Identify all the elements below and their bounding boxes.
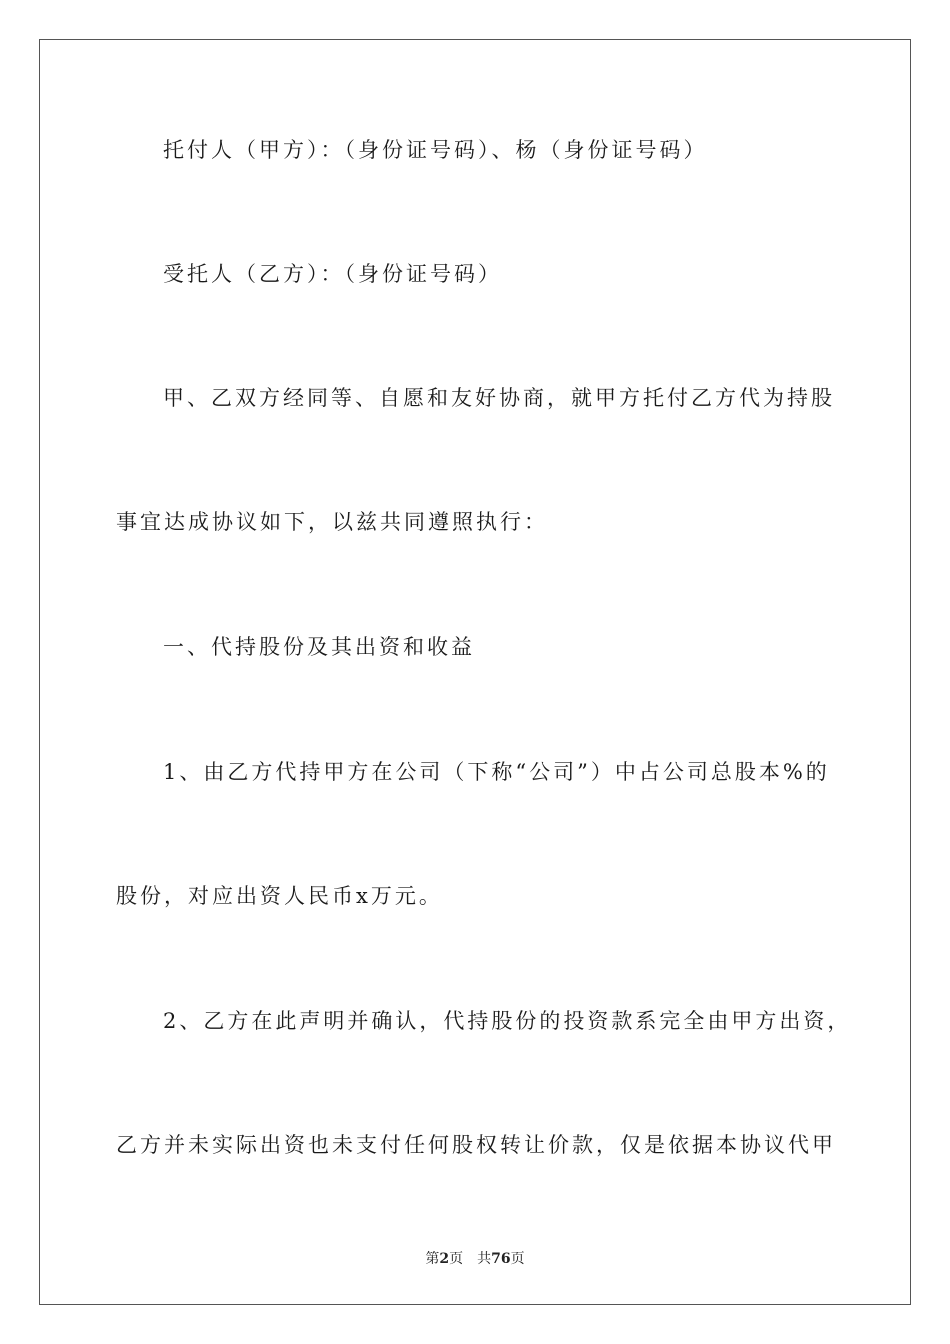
total-prefix: 共 [477,1251,492,1267]
total-pages: 76 [491,1251,511,1267]
paragraph-line-agreement-intro: 甲、乙双方经同等、自愿和友好协商，就甲方托付乙方代为持股 [163,386,835,410]
clause-1-line: 1、由乙方代持甲方在公司（下称“公司”）中占公司总股本%的 [163,760,830,784]
section-heading-shares: 一、代持股份及其出资和收益 [163,635,475,659]
clause-2-line-cont: 乙方并未实际出资也未支付任何股权转让价款，仅是依据本协议代甲 [116,1133,836,1157]
paragraph-line-trustee: 受托人（乙方）：（身份证号码） [163,262,502,286]
paragraph-line-principal: 托付人（甲方）：（身份证号码）、杨（身份证号码） [163,138,708,162]
page-prefix: 第 [425,1251,440,1267]
clause-2-line: 2、乙方在此声明并确认，代持股份的投资款系完全由甲方出资， [163,1009,852,1033]
paragraph-line-agreement-intro-cont: 事宜达成协议如下，以兹共同遵照执行： [116,510,548,534]
page-number: 2 [439,1251,450,1267]
page-suffix: 页 [449,1251,464,1267]
page-border [39,39,911,1305]
total-suffix: 页 [510,1251,525,1267]
page-footer [0,1248,950,1268]
clause-1-line-cont: 股份，对应出资人民币x万元。 [116,884,443,908]
